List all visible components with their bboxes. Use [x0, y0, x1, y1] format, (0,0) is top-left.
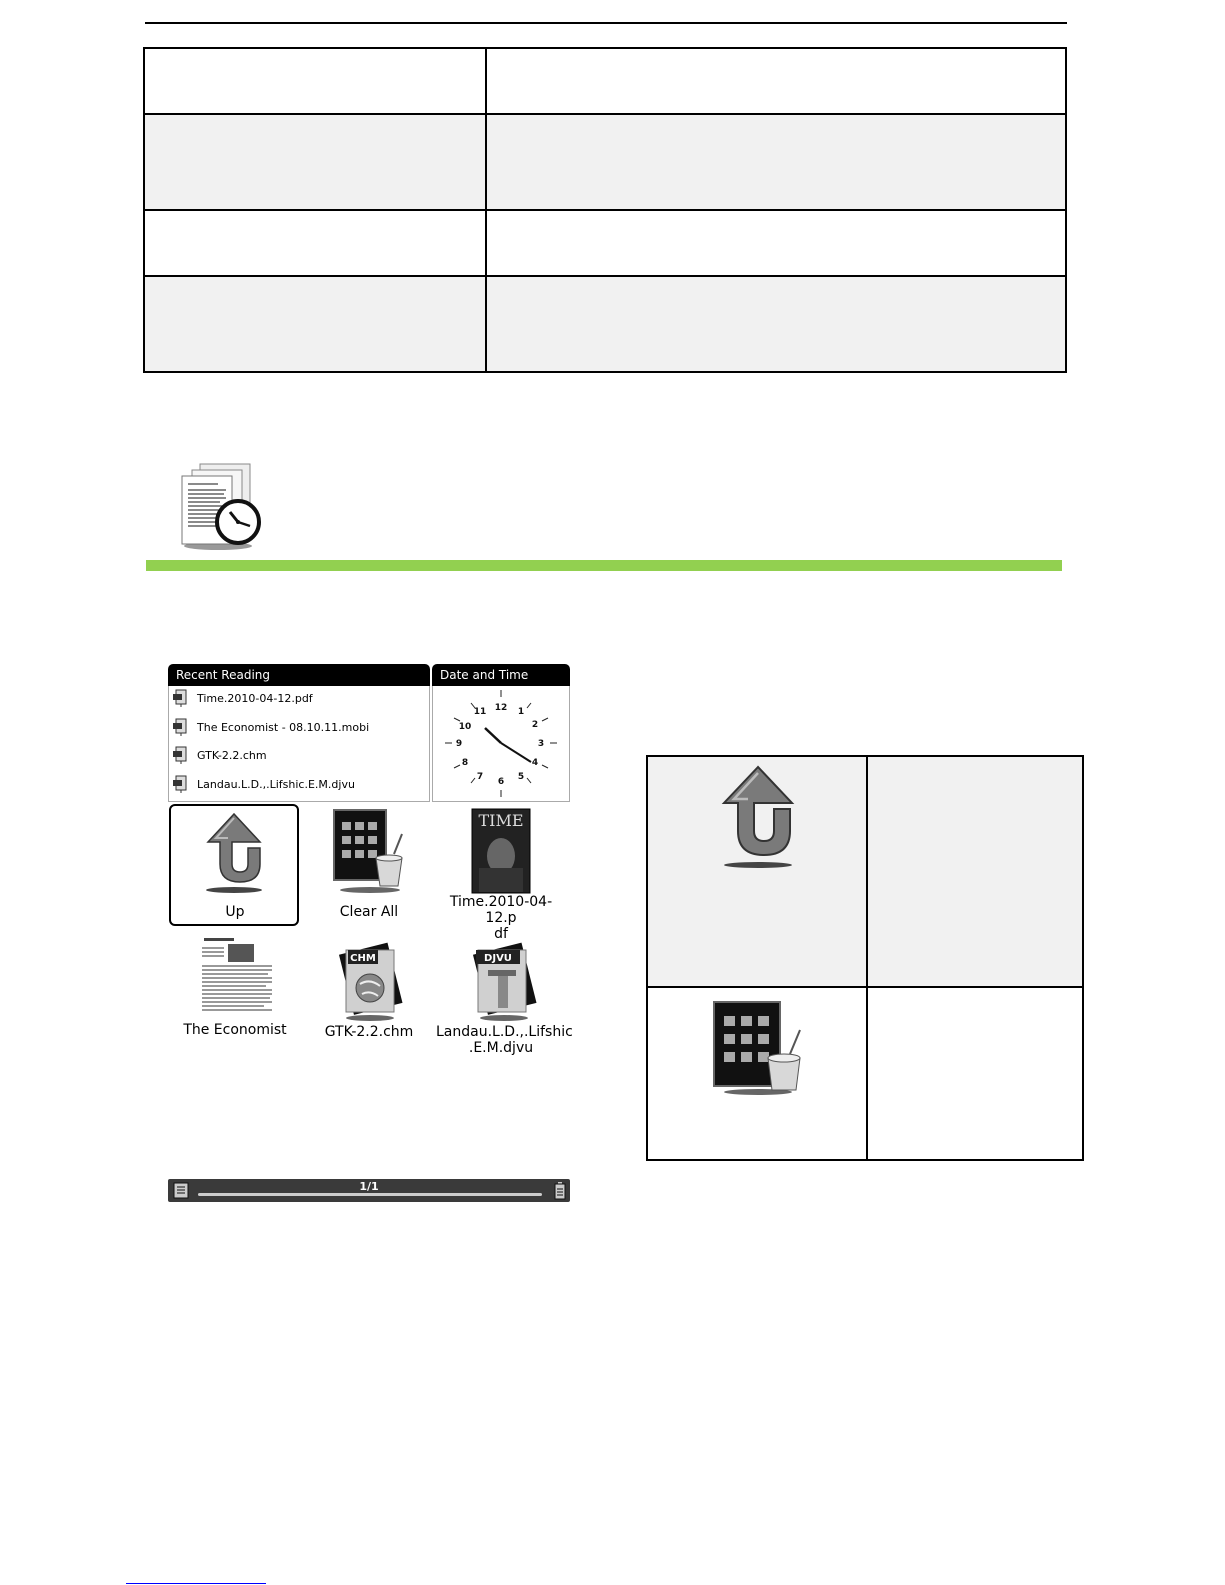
tile-label: Landau.L.D.,.Lifshic .E.M.djvu — [436, 1024, 573, 1056]
clear-all-icon — [710, 998, 810, 1096]
tile-label: The Economist — [183, 1022, 287, 1038]
table-cell — [647, 987, 867, 1160]
table-cell — [486, 48, 1066, 114]
recent-item-label: The Economist - 08.10.11.mobi — [197, 720, 370, 734]
table-cell — [867, 987, 1083, 1160]
tile-label: Up — [225, 904, 245, 920]
clear-all-icon — [330, 804, 410, 894]
device-screenshot — [168, 664, 573, 1204]
list-item[interactable] — [173, 687, 313, 709]
file-icon — [173, 746, 189, 764]
clock-number: 12 — [494, 703, 508, 713]
table-cell — [144, 276, 486, 372]
tile-gtk-chm[interactable] — [304, 932, 434, 1054]
recent-reading-header: Recent Reading — [168, 664, 430, 686]
table-cell — [486, 210, 1066, 276]
table-cell — [647, 756, 867, 987]
tile-label: Clear All — [339, 904, 399, 920]
section-divider-bar — [146, 560, 1062, 571]
table-cell — [144, 114, 486, 210]
recent-item-label: GTK-2.2.chm — [197, 748, 267, 762]
footer-link-underline[interactable] — [126, 1583, 266, 1584]
clock-number: 6 — [497, 777, 505, 787]
device-status-bar — [168, 1179, 570, 1202]
list-item[interactable] — [173, 773, 355, 795]
icon-description-table — [646, 755, 1084, 1161]
recent-reading-list — [168, 686, 430, 802]
tile-time-pdf[interactable] — [436, 804, 566, 942]
clock-number: 8 — [461, 758, 469, 768]
tile-label: Time.2010-04-12.p df — [449, 894, 553, 942]
battery-icon — [554, 1182, 566, 1200]
clock-number: 5 — [517, 772, 525, 782]
tile-clear-all[interactable] — [304, 804, 434, 926]
djvu-file-icon — [466, 938, 542, 1022]
clock-panel — [432, 686, 570, 802]
table-cell — [144, 210, 486, 276]
table-cell — [867, 756, 1083, 987]
tile-landau-djvu[interactable] — [436, 932, 573, 1056]
file-icon — [173, 775, 189, 793]
clock-number: 11 — [473, 707, 487, 717]
clock-number: 9 — [455, 739, 463, 749]
recent-item-label: Landau.L.D.,.Lifshic.E.M.djvu — [197, 777, 355, 791]
recent-item-label: Time.2010-04-12.pdf — [197, 691, 313, 705]
list-item[interactable] — [173, 716, 369, 738]
clock-icon — [433, 686, 569, 800]
file-type-badge: DJVU — [484, 953, 512, 964]
clock-number: 4 — [531, 758, 539, 768]
clock-number: 7 — [476, 772, 484, 782]
file-icon — [173, 718, 189, 736]
table-cell — [144, 48, 486, 114]
tile-label: GTK-2.2.chm — [324, 1024, 414, 1040]
chm-file-icon — [332, 938, 408, 1022]
top-rule — [145, 22, 1067, 24]
table-cell — [486, 114, 1066, 210]
date-time-header: Date and Time — [432, 664, 570, 686]
recent-documents-clock-icon — [178, 460, 264, 552]
tile-economist[interactable] — [170, 932, 300, 1054]
page-count: 1/1 — [359, 1180, 379, 1193]
document-thumbnail-icon — [194, 934, 278, 1020]
table-cell — [486, 276, 1066, 372]
tile-up[interactable] — [170, 804, 300, 926]
up-arrow-icon — [712, 765, 804, 869]
clock-number: 3 — [537, 739, 545, 749]
file-icon — [173, 689, 189, 707]
clock-number: 2 — [531, 720, 539, 730]
up-arrow-icon — [200, 812, 270, 894]
file-type-badge: CHM — [350, 953, 376, 964]
magazine-cover-icon — [471, 808, 531, 894]
top-table — [143, 47, 1067, 373]
clock-number: 1 — [517, 707, 525, 717]
magazine-masthead: TIME — [478, 811, 524, 830]
list-item[interactable] — [173, 744, 267, 766]
clock-number: 10 — [458, 722, 472, 732]
